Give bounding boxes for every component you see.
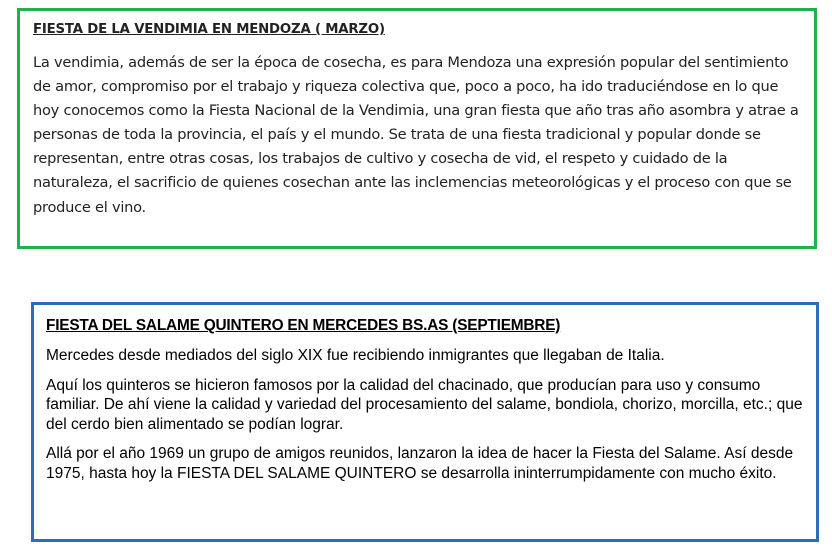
salame-section [31, 302, 819, 542]
salame-paragraph-3: Allá por el año 1969 un grupo de amigos reunidos, lanzaron la idea de hacer la Fiesta del Salame. Así desde 1975, hasta hoy la FIESTA DEL SALAME QUINTERO se desarrolla ininterrumpidamente con mucho éxito. [46, 445, 794, 482]
vendimia-title: FIESTA DE LA VENDIMIA EN MENDOZA ( MARZO) [33, 22, 385, 37]
vendimia-paragraph: La vendimia, además de ser la época de cosecha, es para Mendoza una expresión popular del sentimiento de amor, compromiso por el trabajo y riqueza colectiva que, poco a poco, ha ido traduciéndose en lo que hoy conocemos como la Fiesta Nacional de la Vendimia, una gran fiesta que año tras año asombra y atrae a personas de toda la provincia, el país y el mundo. Se trata de una fiesta tradicional y popular donde se representan, entre otras cosas, los trabajos de cultivo y cosecha de vid, el respeto y cuidado de la naturaleza, el sacrificio de quienes cosechan ante las inclemencias meteorológicas y el proceso con que se produce el vino. [33, 54, 799, 216]
salame-paragraph-2: Aquí los quinteros se hicieron famosos por la calidad del chacinado, que producían para uso y consumo familiar. De ahí viene la calidad y variedad del procesamiento del salame, bondiola, chorizo, morcilla, etc.; que del cerdo bien alimentado se podían lograr. [46, 376, 803, 433]
salame-title: FIESTA DEL SALAME QUINTERO EN MERCEDES BS.AS (SEPTIEMBRE) [46, 317, 561, 334]
vendimia-section [17, 8, 817, 249]
salame-paragraph-1: Mercedes desde mediados del siglo XIX fue recibiendo inmigrantes que llegaban de Italia. [46, 347, 665, 364]
